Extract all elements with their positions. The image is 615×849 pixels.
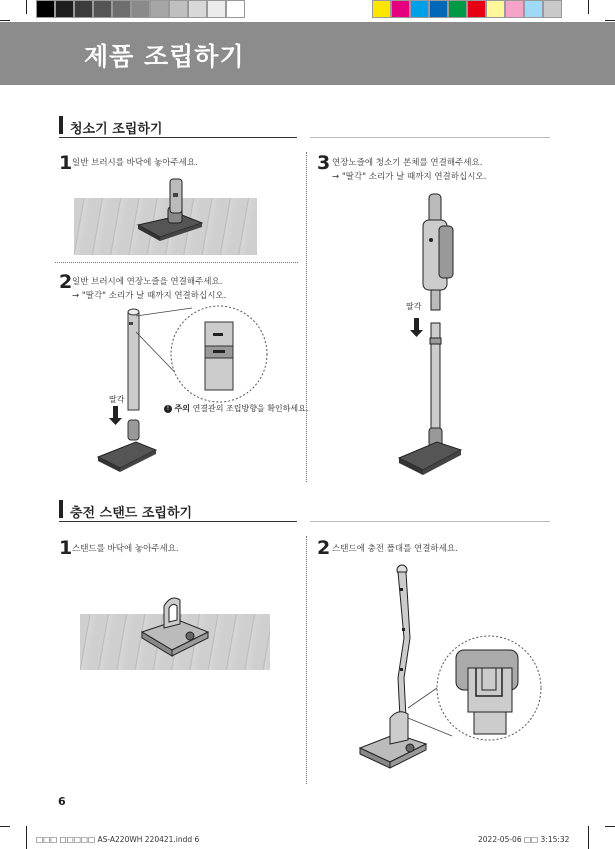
step-instruction: 스탠드에 충전 폴대를 연결하세요. — [332, 544, 458, 554]
section-rule — [310, 521, 550, 522]
column-divider — [306, 152, 307, 482]
color-swatch — [410, 0, 429, 18]
section-marker — [59, 116, 63, 134]
brush-illustration — [130, 175, 210, 250]
step-divider — [55, 262, 298, 263]
click-sound-label: 딸각 — [406, 302, 422, 311]
color-swatch — [505, 0, 524, 18]
step-instruction: 연장노즐에 청소기 본체를 연결해주세요. — [332, 158, 483, 168]
color-swatch — [486, 0, 505, 18]
caution-label: 주의 — [174, 404, 191, 413]
step-instruction: 일반 브러시에 연장노즐을 연결해주세요. — [72, 277, 223, 287]
color-swatch — [372, 0, 391, 18]
crop-mark — [0, 20, 10, 21]
page-number: 6 — [58, 795, 66, 808]
section-rule — [59, 521, 297, 522]
crop-mark — [26, 826, 27, 849]
footer-timestamp: 2022-05-06 □□ 3:15:32 — [478, 835, 570, 844]
color-swatch — [467, 0, 486, 18]
color-swatch — [543, 0, 562, 18]
column-divider — [306, 536, 307, 784]
click-sound-label: 딸각 — [109, 395, 125, 404]
color-swatch — [448, 0, 467, 18]
section-title-stand: 충전 스탠드 조립하기 — [70, 506, 193, 521]
step-number: 3 — [317, 152, 331, 174]
section-rule — [59, 137, 297, 138]
crop-mark — [588, 826, 589, 849]
step-number: 1 — [59, 537, 73, 559]
page-title: 제품 조립하기 — [84, 42, 245, 71]
step-note: → "딸각" 소리가 날 때까지 연결하십시오. — [332, 172, 487, 182]
section-rule — [310, 137, 550, 138]
charging-stand-illustration — [138, 592, 218, 667]
section-title-vacuum: 청소기 조립하기 — [70, 122, 163, 137]
crop-mark — [605, 20, 615, 21]
stand-pole-illustration — [352, 558, 552, 780]
caution-text: 연결관의 조립방향을 확인하세요. — [192, 404, 309, 413]
section-marker — [59, 500, 63, 518]
crop-mark — [588, 0, 589, 14]
step-note: → "딸각" 소리가 날 때까지 연결하십시오. — [72, 291, 227, 301]
step-number: 2 — [59, 271, 73, 293]
step-number: 1 — [59, 152, 73, 174]
caution-icon: ! — [164, 405, 172, 413]
step-number: 2 — [317, 537, 331, 559]
vacuum-assembly-illustration — [395, 190, 475, 482]
crop-mark — [605, 826, 615, 827]
color-swatch — [391, 0, 410, 18]
footer-file-info: □□□ □□□□□ AS-A220WH 220421.indd 6 — [36, 835, 200, 844]
crop-mark — [0, 826, 10, 827]
color-swatch — [429, 0, 448, 18]
caution-note — [164, 403, 308, 414]
crop-mark — [26, 0, 27, 14]
color-swatch — [524, 0, 543, 18]
step-instruction: 일반 브러시를 바닥에 놓아주세요. — [72, 158, 198, 168]
step-instruction: 스탠드를 바닥에 놓아주세요. — [72, 544, 179, 554]
